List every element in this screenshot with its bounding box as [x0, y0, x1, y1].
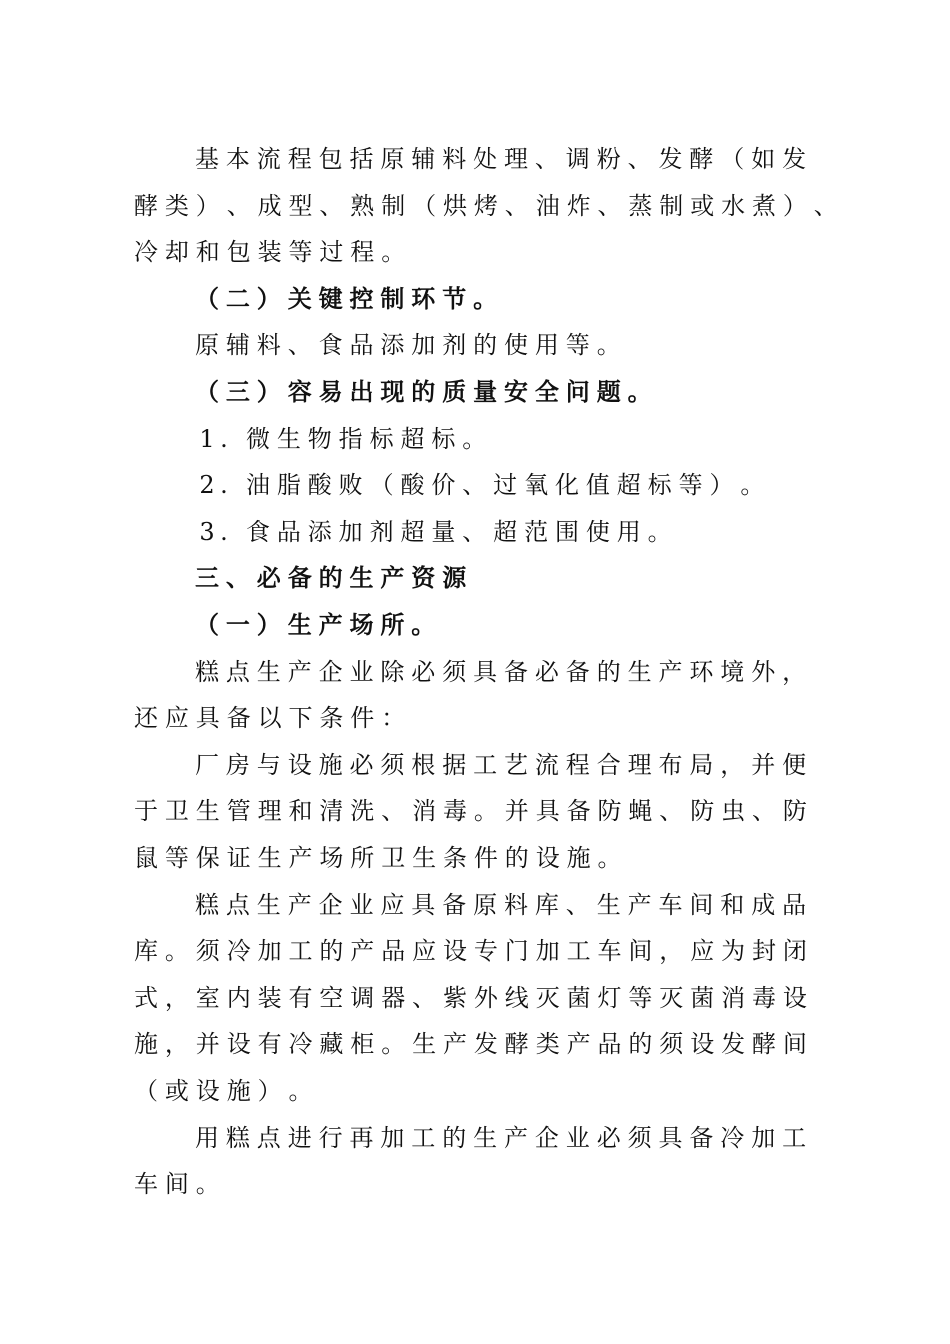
section-heading: 三 、 必 备 的 生 产 资 源 — [195, 564, 467, 593]
body-text-line: 式 ， 室 内 装 有 空 调 器 、 紫 外 线 灭 菌 灯 等 灭 菌 消 毒 设 — [134, 983, 807, 1012]
body-text-line: 酵 类 ） 、 成 型 、 熟 制 （ 烘 烤 、 油 炸 、 蒸 制 或 水 煮 ） 、 — [134, 191, 838, 220]
body-text-line: 施 ， 并 设 有 冷 藏 柜 。 生 产 发 酵 类 产 品 的 须 设 发 酵 间 — [134, 1030, 807, 1059]
body-text-line: 1 . 微 生 物 指 标 超 标 。 — [199, 424, 487, 453]
body-text-line: 鼠 等 保 证 生 产 场 所 卫 生 条 件 的 设 施 。 — [134, 844, 622, 872]
body-text-line: 冷 却 和 包 装 等 过 程 。 — [134, 238, 406, 267]
body-text-line: （ 或 设 施 ） 。 — [134, 1077, 313, 1105]
body-text-line: 原 辅 料 、 食 品 添 加 剂 的 使 用 等 。 — [195, 331, 621, 360]
body-text-line: 糕 点 生 产 企 业 应 具 备 原 料 库 、 生 产 车 间 和 成 品 — [195, 890, 807, 919]
body-text-line: 基 本 流 程 包 括 原 辅 料 处 理 、 调 粉 、 发 酵 （ 如 发 — [195, 145, 807, 173]
body-text-line: 车 间 。 — [134, 1170, 220, 1199]
body-text-line: 库 。 须 冷 加 工 的 产 品 应 设 专 门 加 工 车 间 ， 应 为 封 闭 — [134, 937, 807, 966]
body-text-line: 用 糕 点 进 行 再 加 工 的 生 产 企 业 必 须 具 备 冷 加 工 — [195, 1123, 807, 1152]
section-heading: （ 二 ） 关 键 控 制 环 节 。 — [195, 284, 498, 313]
body-text-line: 3 . 食 品 添 加 剂 超 量 、 超 范 围 使 用 。 — [199, 517, 672, 546]
body-text-line: 厂 房 与 设 施 必 须 根 据 工 艺 流 程 合 理 布 局 ， 并 便 — [195, 750, 807, 779]
body-text-line: 糕 点 生 产 企 业 除 必 须 具 备 必 备 的 生 产 环 境 外 ， — [195, 657, 807, 686]
body-text-line: 2 . 油 脂 酸 败 （ 酸 价 、 过 氧 化 值 超 标 等 ） 。 — [199, 471, 765, 500]
body-text-line: 于 卫 生 管 理 和 清 洗 、 消 毒 。 并 具 备 防 蝇 、 防 虫 、 防 — [134, 797, 807, 826]
section-heading: （ 三 ） 容 易 出 现 的 质 量 安 全 问 题 。 — [195, 378, 652, 406]
section-heading: （ 一 ） 生 产 场 所 。 — [195, 611, 436, 639]
body-text-line: 还 应 具 备 以 下 条 件 ： — [134, 704, 406, 733]
